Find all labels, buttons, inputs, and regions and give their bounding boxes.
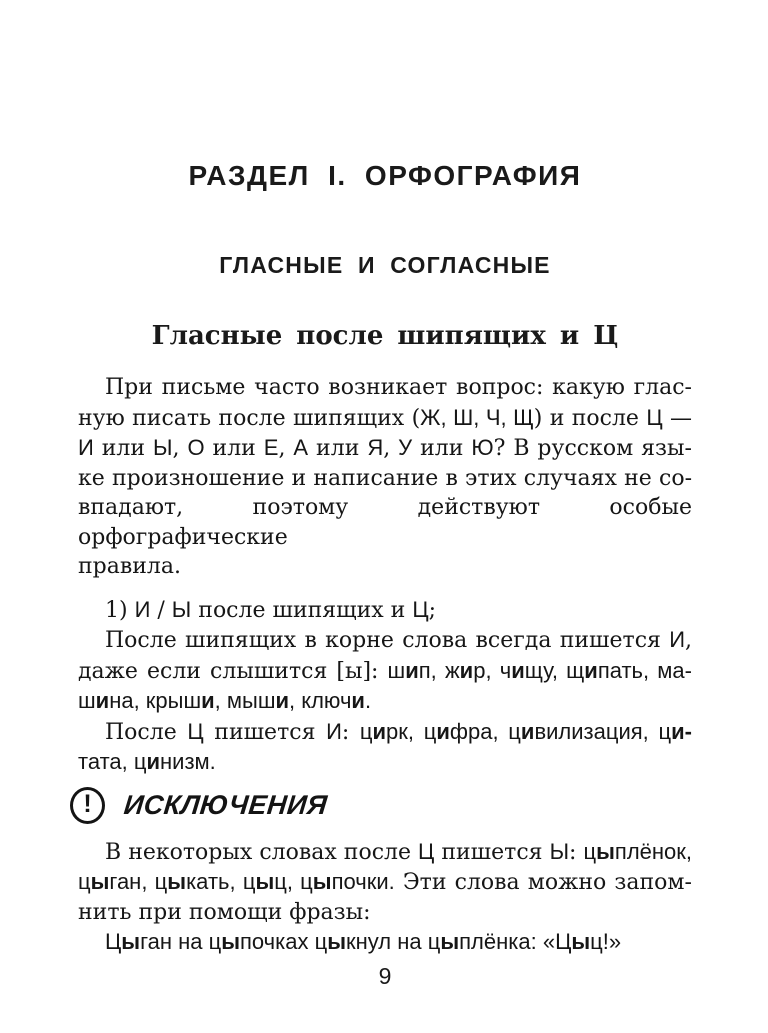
text-segment: И [326,718,342,744]
text-segment: впадают, поэтому действуют особые орфографические [78,495,692,550]
text-line [78,867,692,898]
text-segment: , мыш [214,688,276,713]
text-segment: Ц [646,404,663,430]
text-segment: : [569,839,584,865]
text-segment: Ц [187,718,204,744]
text-segment: тата, ц [78,749,147,774]
text-segment: ы [221,929,241,954]
text-segment: и [372,718,387,744]
paragraph [78,717,692,778]
text-segment: или [93,436,154,461]
text-segment: правила. [78,554,181,579]
text-segment: после шипящих и [191,597,413,623]
text-segment: , [685,628,692,653]
text-segment: и- [671,718,692,744]
text-segment: О [187,435,205,460]
text-segment: Ы [153,435,173,460]
text-segment: ке произношение и написание в этих случаях не со- [78,465,692,491]
text-segment: Ж, Ш, Ч, Щ [420,404,534,430]
text-segment: Ю [471,435,494,460]
text-segment: , [172,436,188,461]
text-segment: ы [121,929,141,954]
text-line [78,625,692,656]
text-segment: или [204,436,264,461]
text-segment: щу, щ [524,657,585,683]
text-segment: Е [263,435,279,460]
text-segment: или [412,436,472,461]
text-segment: ц [359,718,373,744]
text-segment: ; [428,597,437,623]
exclamation-icon: ! [70,787,105,824]
exceptions-heading [70,785,692,827]
text-line [78,493,692,552]
text-segment: При письме часто возникает вопрос: какую глас- [105,375,692,400]
text-segment: ы [167,869,187,894]
text-segment: ы [440,929,460,954]
text-line [78,373,692,403]
text-segment: Ц [412,596,429,622]
text-segment: и [351,688,365,713]
text-segment: даже если слышится [ы]: [78,658,388,684]
text-segment: кнул на ц [346,929,441,954]
text-line [78,464,692,494]
text-segment: . [364,688,372,713]
text-segment: плёнка: «Ц [459,929,572,954]
text-segment: ную писать после шипящих ( [78,405,421,431]
text-segment: плёнок, [614,838,693,864]
text-segment: ц [78,869,91,894]
text-segment: и [275,688,289,713]
paragraph [78,595,692,626]
text-line [78,552,692,582]
text-line [78,656,692,687]
text-line [78,433,692,464]
text-line [78,686,692,717]
text-segment: Ы [549,838,570,864]
text-segment: и [520,718,535,744]
text-segment: И [669,627,685,652]
text-segment: У [398,435,413,460]
text-segment: Эти слова можно запом- [394,870,692,895]
text-segment: кать, ц [186,869,256,894]
text-line [78,403,692,434]
text-segment: ы [571,929,591,954]
text-segment: После [105,719,188,745]
text-segment: ы [255,869,275,894]
text-segment: Ы [171,596,192,622]
paragraph [78,373,692,582]
text-segment: низм. [160,749,216,774]
text-segment: ц, ц [274,869,313,894]
text-segment: пишется [203,719,327,745]
text-segment: вилизация, ц [534,718,672,744]
text-segment: Ц [418,838,435,864]
text-segment: и [201,688,215,713]
text-line [78,898,692,928]
text-segment: ц!» [590,929,622,954]
text-segment: почки. [331,869,395,894]
text-segment: и [146,749,161,774]
chapter-title: ГЛАСНЫЕ И СОГЛАСНЫЕ [219,252,551,278]
text-segment: ш [387,657,406,683]
text-segment: ы [90,869,110,894]
text-segment: почках ц [240,929,328,954]
text-segment: и [459,657,474,683]
text-segment: и [405,657,419,683]
text-segment: , [383,436,399,461]
text-segment: А [293,435,309,460]
text-segment: ? В русском язы- [493,436,692,461]
text-segment: ш [78,688,96,713]
text-segment: на, крыш [109,688,202,713]
text-segment: Я [367,435,384,460]
topic-title: Гласные после шипящих и Ц [151,321,619,351]
text-segment: ы [327,929,346,954]
text-segment: И [78,435,94,460]
text-segment: : [341,719,360,745]
text-segment: Ц [105,929,122,954]
text-segment: В некоторых словах после [105,839,419,865]
text-line [78,927,692,958]
text-segment: и [436,718,450,744]
text-segment: пать, ма- [597,657,692,683]
text-segment: фра, ц [449,718,521,744]
text-segment: ) и после [533,405,647,431]
text-line [78,717,692,748]
text-segment: нить при помощи фразы: [78,899,371,925]
section-title: РАЗДЕЛ I. ОРФОГРАФИЯ [188,160,582,191]
text-segment: После шипящих в корне слова всегда пишется [105,628,670,653]
text-line [78,595,692,626]
text-segment: ц [583,838,597,864]
text-segment: И [134,596,151,622]
text-segment: рк, ц [386,718,437,744]
paragraph [78,625,692,717]
text-segment: / [150,597,172,623]
text-segment: и [511,657,525,683]
text-segment: ган, ц [109,869,168,894]
text-segment: и [95,688,110,713]
page-number: 9 [378,962,392,989]
text-blocks [78,373,692,958]
paragraph [78,927,692,958]
text-segment: 1) [105,597,135,623]
text-segment: ган на ц [140,929,222,954]
exceptions-label: ИСКЛЮЧЕНИЯ [122,790,329,820]
text-line [78,747,692,778]
text-segment: , ключ [289,688,352,713]
text-segment: — [662,405,692,431]
text-segment: и [584,657,598,683]
text-segment: п, ж [418,657,460,683]
text-segment: пишется [434,839,550,865]
text-segment: , [278,436,294,461]
text-segment: ы [596,838,615,864]
paragraph [78,837,692,928]
text-segment: или [308,436,368,461]
text-segment: ы [312,869,332,894]
text-line [78,837,692,868]
text-segment: р, ч [473,657,512,683]
